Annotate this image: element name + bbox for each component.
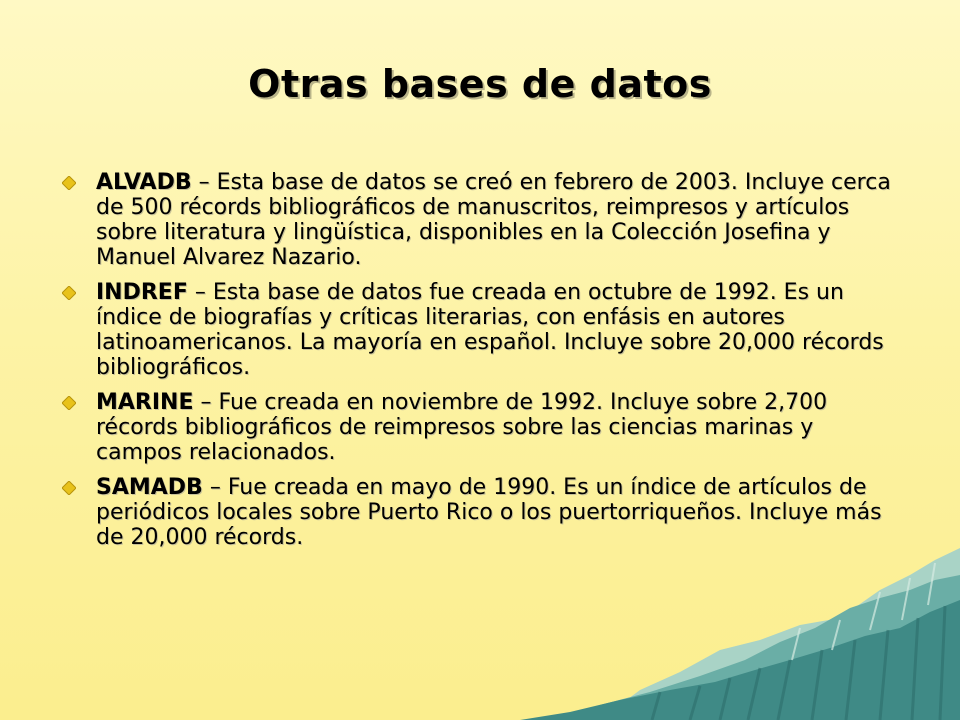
diamond-bullet-icon (62, 176, 76, 190)
bullet-list (62, 170, 902, 560)
mountain-mid-ridge (560, 575, 960, 720)
list-item (62, 390, 902, 465)
list-item (62, 280, 902, 380)
database-name: INDREF (96, 280, 188, 305)
list-item (62, 170, 902, 270)
diamond-bullet-icon (62, 396, 76, 410)
mountain-highlights (792, 563, 935, 660)
diamond-bullet-icon (62, 286, 76, 300)
database-name: MARINE (96, 390, 194, 415)
database-name: ALVADB (96, 170, 192, 195)
database-description: – Fue creada en noviembre de 1992. Incluye sobre 2,700 récords bibliográficos de reimpresos sobre las ciencias marinas y campos relacionados. (96, 390, 828, 465)
page-title: Otras bases de datos (248, 62, 712, 106)
mountain-striations (652, 606, 945, 720)
mountain-back-ridge (600, 548, 960, 720)
mountain-front-ridge (520, 600, 960, 720)
list-item (62, 475, 902, 550)
database-name: SAMADB (96, 475, 203, 500)
database-description: – Esta base de datos se creó en febrero de 2003. Incluye cerca de 500 récords bibliográficos de manuscritos, reimpresos y artículos sobre literatura y lingüística, disponibles en la Colección Josefina y Manuel Alvarez Nazario. (96, 170, 891, 270)
database-description: – Fue creada en mayo de 1990. Es un índice de artículos de periódicos locales sobre Puerto Rico o los puertorriqueños. Incluye más de 20,000 récords. (96, 475, 882, 550)
database-description: – Esta base de datos fue creada en octubre de 1992. Es un índice de biografías y críticas literarias, con enfásis en autores latinoamericanos. La mayoría en español. Incluye sobre 20,000 récords bibliográficos. (96, 280, 884, 380)
diamond-bullet-icon (62, 481, 76, 495)
